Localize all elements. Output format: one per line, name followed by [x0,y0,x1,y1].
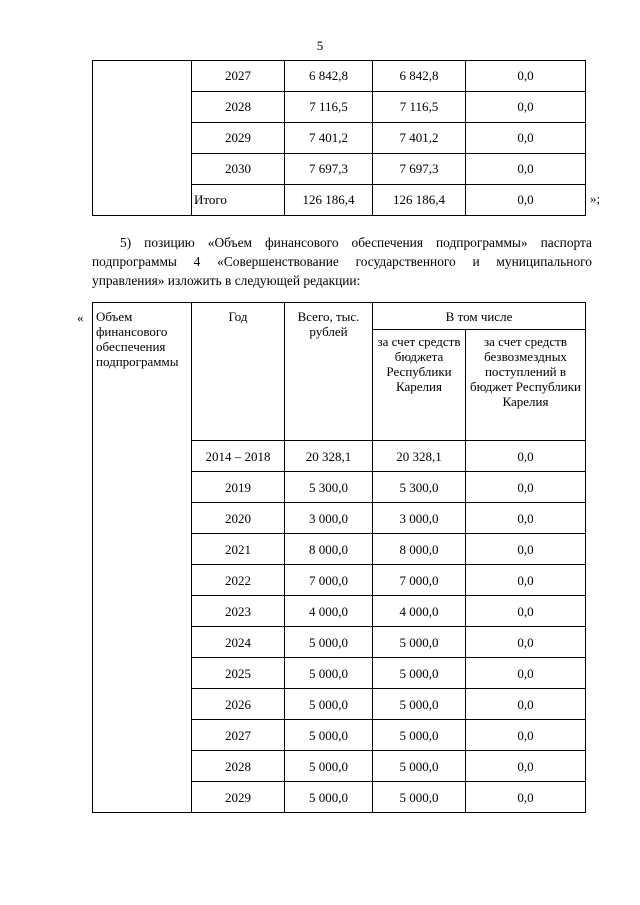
grants-header: за счет средств безвозмездных поступлений в бюджет Республики Карелия [466,330,586,441]
budget-cell: 5 000,0 [373,782,466,813]
budget-cell: 5 300,0 [373,472,466,503]
total-cell: 126 186,4 [285,185,373,216]
budget-cell: 5 000,0 [373,658,466,689]
grants-cell: 0,0 [466,472,586,503]
year-cell: 2026 [192,689,285,720]
total-cell: 7 401,2 [285,123,373,154]
total-cell: 7 000,0 [285,565,373,596]
grants-cell: 0,0 [466,61,586,92]
budget-cell: 3 000,0 [373,503,466,534]
year-cell: 2029 [192,123,285,154]
budget-cell: 20 328,1 [373,441,466,472]
budget-cell: 4 000,0 [373,596,466,627]
grants-cell: 0,0 [466,720,586,751]
year-cell: 2019 [192,472,285,503]
budget-cell: 5 000,0 [373,751,466,782]
year-cell: 2020 [192,503,285,534]
total-cell: 5 000,0 [285,720,373,751]
total-cell: 5 000,0 [285,689,373,720]
table-header-row [93,303,586,330]
budget-cell: 5 000,0 [373,720,466,751]
budget-cell: 7 697,3 [373,154,466,185]
grants-cell: 0,0 [466,782,586,813]
grants-cell: 0,0 [466,185,586,216]
total-cell: 3 000,0 [285,503,373,534]
grants-cell: 0,0 [466,503,586,534]
total-cell: 5 300,0 [285,472,373,503]
year-cell: 2027 [192,720,285,751]
total-label-cell: Итого [192,185,285,216]
grants-cell: 0,0 [466,751,586,782]
total-cell: 7 697,3 [285,154,373,185]
total-header: Всего, тыс. рублей [285,303,373,441]
page-number: 5 [316,38,324,53]
grants-cell: 0,0 [466,441,586,472]
budget-cell: 5 000,0 [373,627,466,658]
total-cell: 5 000,0 [285,751,373,782]
total-cell: 6 842,8 [285,61,373,92]
total-cell: 5 000,0 [285,658,373,689]
year-cell: 2029 [192,782,285,813]
section-label-cell: Объем финансового обеспечения подпрограммы [93,303,192,813]
year-cell: 2025 [192,658,285,689]
budget-header: за счет средств бюджета Республики Карелия [373,330,466,441]
including-header: В том числе [373,303,586,330]
grants-cell: 0,0 [466,534,586,565]
budget-cell: 126 186,4 [373,185,466,216]
year-cell: 2022 [192,565,285,596]
budget-cell: 7 000,0 [373,565,466,596]
year-cell: 2014 – 2018 [192,441,285,472]
grants-cell: 0,0 [466,123,586,154]
total-cell: 5 000,0 [285,782,373,813]
year-cell: 2027 [192,61,285,92]
grants-cell: 0,0 [466,565,586,596]
year-cell: 2028 [192,92,285,123]
year-cell: 2030 [192,154,285,185]
budget-cell: 8 000,0 [373,534,466,565]
financing-table-continued [92,60,586,216]
blank-label-cell [93,61,192,216]
amendment-paragraph: 5) позицию «Объем финансового обеспечения подпрограммы» паспорта подпрограммы 4 «Совершенствование государственного и муниципального управления» изложить в следующей редакции: [92,235,592,288]
total-cell: 8 000,0 [285,534,373,565]
year-cell: 2024 [192,627,285,658]
grants-cell: 0,0 [466,627,586,658]
total-cell: 7 116,5 [285,92,373,123]
year-cell: 2021 [192,534,285,565]
opening-quote: « [77,310,84,325]
closing-quote: »; [590,191,601,206]
grants-cell: 0,0 [466,596,586,627]
budget-cell: 6 842,8 [373,61,466,92]
budget-cell: 7 401,2 [373,123,466,154]
total-cell: 5 000,0 [285,627,373,658]
year-header: Год [192,303,285,441]
financing-table [92,302,586,813]
budget-cell: 7 116,5 [373,92,466,123]
total-cell: 4 000,0 [285,596,373,627]
grants-cell: 0,0 [466,154,586,185]
grants-cell: 0,0 [466,92,586,123]
year-cell: 2023 [192,596,285,627]
table-row [93,61,586,92]
grants-cell: 0,0 [466,689,586,720]
grants-cell: 0,0 [466,658,586,689]
total-cell: 20 328,1 [285,441,373,472]
year-cell: 2028 [192,751,285,782]
budget-cell: 5 000,0 [373,689,466,720]
